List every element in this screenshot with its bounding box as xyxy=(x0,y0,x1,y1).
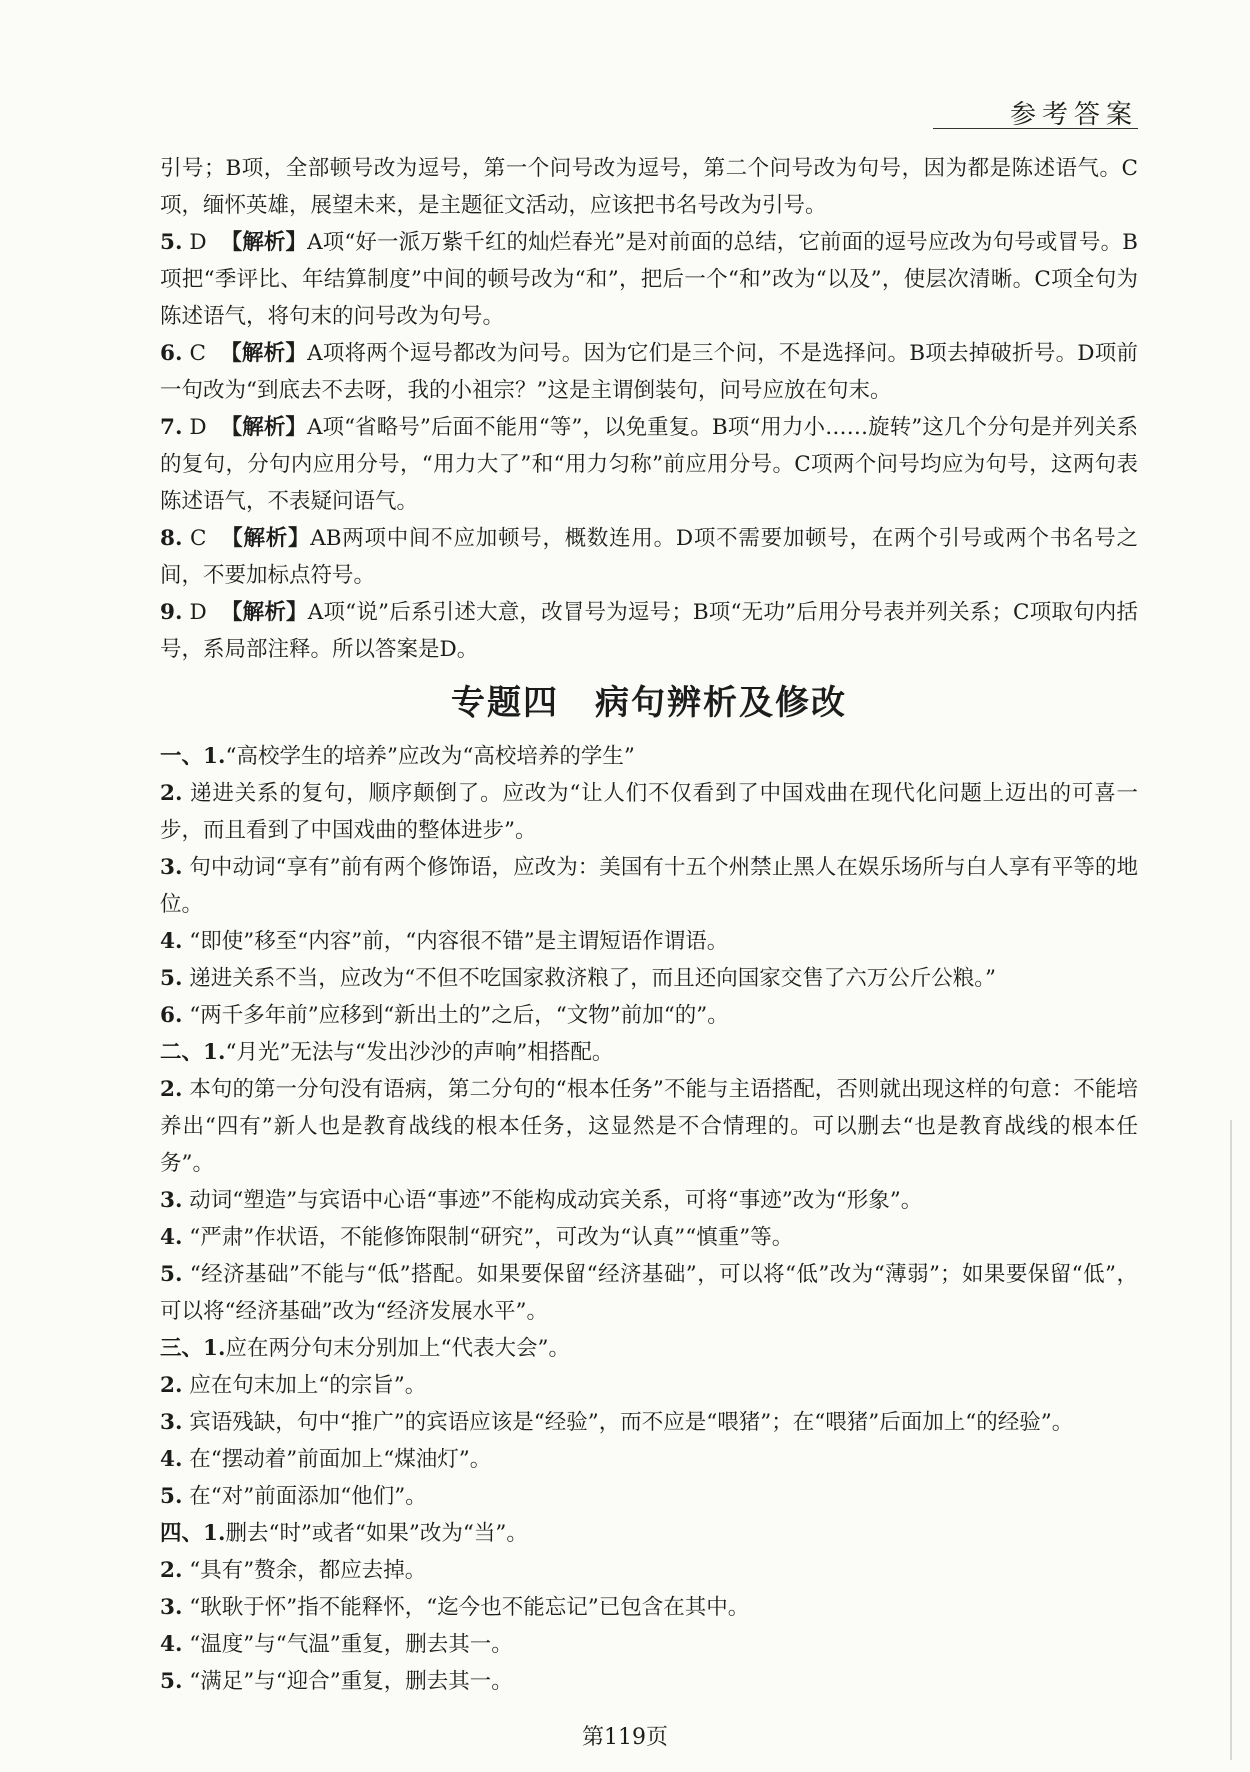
answer-letter: D xyxy=(189,600,207,625)
answer-number: 5. xyxy=(160,230,183,255)
list-item xyxy=(160,1071,1138,1182)
analysis-tag: 【解析】 xyxy=(219,341,308,366)
item-text: “高校学生的培养”应改为“高校培养的学生” xyxy=(225,744,635,769)
list-item xyxy=(160,1034,1138,1071)
answer-text: A项“省略号”后面不能用“等”，以免重复。B项“用力小……旋转”这几个分句是并列关系的复句，分句内应用分号，“用力大了”和“用力匀称”前应用分号。C项两个问号均应为句号，这两句表陈述语气，不表疑问语气。 xyxy=(160,415,1138,514)
item-text: 在“摆动着”前面加上“煤油灯”。 xyxy=(189,1447,492,1472)
section-title: 专题四 病句辨析及修改 xyxy=(451,683,847,723)
item-text: 应在两分句末分别加上“代表大会”。 xyxy=(225,1336,570,1361)
item-text: 应在句末加上“的宗旨”。 xyxy=(189,1373,427,1398)
item-number: 2. xyxy=(160,1373,183,1398)
list-item xyxy=(160,1552,1138,1589)
list-item xyxy=(160,1182,1138,1219)
item-text: 动词“塑造”与宾语中心语“事迹”不能构成动宾关系，可将“事迹”改为“形象”。 xyxy=(189,1188,923,1213)
item-text: “经济基础”不能与“低”搭配。如果要保留“经济基础”，可以将“低”改为“薄弱”；如果要保留“低”，可以将“经济基础”改为“经济发展水平”。 xyxy=(160,1262,1138,1324)
header-rule xyxy=(933,128,1138,129)
list-item xyxy=(160,849,1138,923)
item-text: “具有”赘余，都应去掉。 xyxy=(189,1558,427,1583)
answer-text: A项“说”后系引述大意，改冒号为逗号；B项“无功”后用分号表并列关系；C项取句内括号，系局部注释。所以答案是D。 xyxy=(160,600,1138,662)
answer-item xyxy=(160,224,1138,335)
analysis-tag: 【解析】 xyxy=(220,230,308,255)
page-edge-shadow xyxy=(1230,1120,1232,1760)
list-item xyxy=(160,1219,1138,1256)
list-item xyxy=(160,1478,1138,1515)
list-item xyxy=(160,997,1138,1034)
list-item xyxy=(160,923,1138,960)
answer-letter: C xyxy=(189,341,206,366)
page-header-label: 参考答案 xyxy=(1009,100,1138,130)
list-item xyxy=(160,738,1138,775)
answer-letter: D xyxy=(189,230,207,255)
item-number: 三、1. xyxy=(160,1336,226,1361)
item-text: “两千多年前”应移到“新出土的”之后，“文物”前加“的”。 xyxy=(189,1003,729,1028)
list-item xyxy=(160,1367,1138,1404)
item-text: 递进关系不当，应改为“不但不吃国家救济粮了，而且还向国家交售了六万公斤公粮。” xyxy=(189,966,997,991)
item-number: 3. xyxy=(160,1595,183,1620)
item-number: 3. xyxy=(160,855,183,880)
item-number: 4. xyxy=(160,1225,183,1250)
answer-number: 9. xyxy=(160,600,183,625)
item-number: 3. xyxy=(160,1410,183,1435)
answer-text: AB两项中间不应加顿号，概数连用。D项不需要加顿号，在两个引号或两个书名号之间，不要加标点符号。 xyxy=(160,526,1138,588)
answer-text: A项将两个逗号都改为问号。因为它们是三个问，不是选择问。B项去掉破折号。D项前一句改为“到底去不去呀，我的小祖宗？”这是主谓倒装句，问号应放在句末。 xyxy=(160,341,1138,403)
item-number: 3. xyxy=(160,1188,183,1213)
item-text: 递进关系的复句，顺序颠倒了。应改为“让人们不仅看到了中国戏曲在现代化问题上迈出的可喜一步，而且看到了中国戏曲的整体进步”。 xyxy=(160,781,1139,843)
item-number: 5. xyxy=(160,966,183,991)
item-number: 4. xyxy=(160,1447,183,1472)
page-number: 第119页 xyxy=(582,1725,668,1750)
item-number: 4. xyxy=(160,929,183,954)
list-item xyxy=(160,1404,1138,1441)
list-item xyxy=(160,1663,1138,1700)
item-text: “严肃”作状语，不能修饰限制“研究”，可改为“认真”“慎重”等。 xyxy=(189,1225,794,1250)
item-number: 2. xyxy=(160,1558,183,1583)
answer-number: 6. xyxy=(160,341,183,366)
item-text: “耿耿于怀”指不能释怀，“迄今也不能忘记”已包含在其中。 xyxy=(189,1595,750,1620)
item-number: 5. xyxy=(160,1669,183,1694)
item-number: 5. xyxy=(160,1484,183,1509)
answer-item xyxy=(160,335,1138,409)
list-item xyxy=(160,1589,1138,1626)
item-number: 一、1. xyxy=(160,744,226,769)
item-number: 2. xyxy=(160,1077,183,1102)
page-content xyxy=(160,150,1138,1700)
item-text: 宾语残缺，句中“推广”的宾语应该是“经验”，而不应是“喂猪”；在“喂猪”后面加上“的经验”。 xyxy=(189,1410,1074,1435)
list-item xyxy=(160,1330,1138,1367)
item-text: “温度”与“气温”重复，删去其一。 xyxy=(189,1632,513,1657)
answer-text: A项“好一派万紫千红的灿烂春光”是对前面的总结，它前面的逗号应改为句号或冒号。B项把“季评比、年结算制度”中间的顿号改为“和”，把后一个“和”改为“以及”，使层次清晰。C项全句为陈述语气，将句末的问号改为句号。 xyxy=(160,230,1138,329)
list-item xyxy=(160,1441,1138,1478)
answer-letter: D xyxy=(189,415,207,440)
analysis-tag: 【解析】 xyxy=(220,600,308,625)
list-item xyxy=(160,775,1138,849)
item-number: 4. xyxy=(160,1632,183,1657)
analysis-tag: 【解析】 xyxy=(220,526,311,551)
item-number: 5. xyxy=(160,1262,183,1287)
list-item xyxy=(160,1256,1138,1330)
answer-letter: C xyxy=(190,526,207,551)
list-item xyxy=(160,1626,1138,1663)
item-text: 本句的第一分句没有语病，第二分句的“根本任务”不能与主语搭配，否则就出现这样的句意：不能培养出“四有”新人也是教育战线的根本任务，这显然是不合情理的。可以删去“也是教育战线的根本任务”。 xyxy=(160,1077,1138,1176)
item-text: 在“对”前面添加“他们”。 xyxy=(189,1484,427,1509)
item-number: 2. xyxy=(160,781,183,806)
answer-item xyxy=(160,409,1138,520)
item-number: 四、1. xyxy=(160,1521,226,1546)
item-text: 句中动词“享有”前有两个修饰语，应改为：美国有十五个州禁止黑人在娱乐场所与白人享有平等的地位。 xyxy=(160,855,1138,917)
item-text: “月光”无法与“发出沙沙的声响”相搭配。 xyxy=(225,1040,614,1065)
list-item xyxy=(160,1515,1138,1552)
answer-item xyxy=(160,594,1138,668)
answer-item xyxy=(160,520,1138,594)
item-text: “即使”移至“内容”前，“内容很不错”是主谓短语作谓语。 xyxy=(189,929,729,954)
analysis-tag: 【解析】 xyxy=(220,415,307,440)
item-number: 二、1. xyxy=(160,1040,226,1065)
item-text: 删去“时”或者“如果”改为“当”。 xyxy=(225,1521,528,1546)
item-number: 6. xyxy=(160,1003,183,1028)
continued-text: 引号；B项，全部顿号改为逗号，第一个问号改为逗号，第二个问号改为句号，因为都是陈述语气。C项，缅怀英雄，展望未来，是主题征文活动，应该把书名号改为引号。 xyxy=(160,156,1138,218)
answer-number: 7. xyxy=(160,415,183,440)
list-item xyxy=(160,960,1138,997)
answer-number: 8. xyxy=(160,526,183,551)
item-text: “满足”与“迎合”重复，删去其一。 xyxy=(189,1669,513,1694)
